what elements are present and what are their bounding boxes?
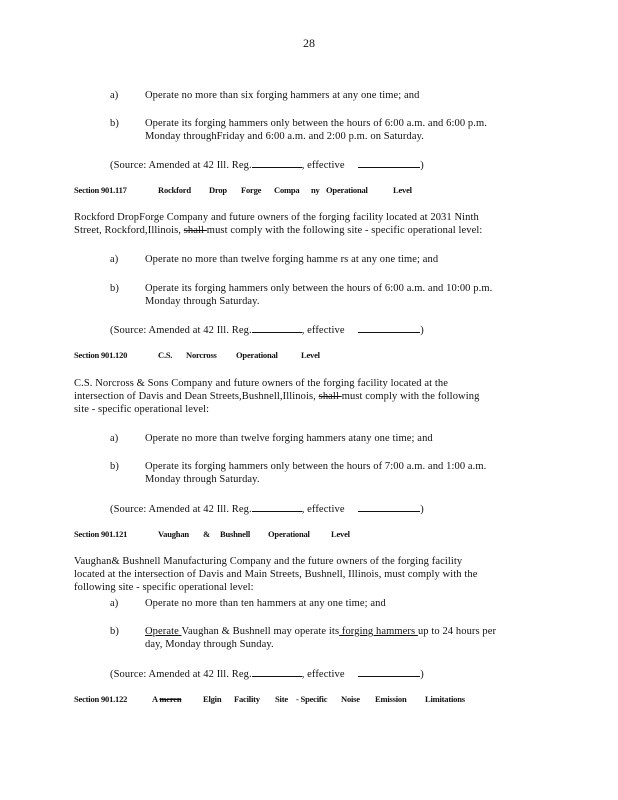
- page-number: 28: [303, 36, 315, 50]
- source-note: [110, 322, 424, 337]
- source-note: [110, 666, 424, 681]
- section-number: Section 901.122: [74, 694, 128, 704]
- paragraph-line: [74, 390, 479, 403]
- reg-blank: [252, 501, 302, 512]
- date-blank: [358, 666, 420, 677]
- item-text: Operate no more than twelve forging hamme rs at any one time; and: [145, 254, 439, 265]
- source-close: ): [420, 325, 424, 336]
- item-label: a): [110, 254, 119, 265]
- section-number: Section 901.121: [74, 529, 128, 539]
- struck-text: shall: [183, 225, 207, 236]
- paragraph-line: C.S. Norcross & Sons Company and future owners of the forging facility located at the: [74, 378, 448, 389]
- paragraph-line: Vaughan& Bushnell Manufacturing Company and the future owners of the forging facility: [74, 556, 463, 567]
- section-title-word: - Specific: [296, 694, 328, 704]
- source-effective: , effective: [301, 669, 345, 680]
- section-title-word: Facility: [234, 694, 260, 704]
- source-prefix: (Source: Amended at 42 Ill. Reg.: [110, 504, 252, 515]
- item-label: a): [110, 433, 119, 444]
- item-label: a): [110, 598, 119, 609]
- item-label: a): [110, 90, 119, 101]
- reg-blank: [252, 666, 302, 677]
- section-title-word: Operational: [268, 529, 310, 539]
- source-close: ): [420, 504, 424, 515]
- section-title-word: Drop: [209, 185, 227, 195]
- section-title-word: Level: [393, 185, 412, 195]
- reg-blank: [252, 157, 302, 168]
- paragraph-line: site - specific operational level:: [74, 404, 210, 415]
- text-run: A: [152, 694, 158, 704]
- section-title-word: Compa: [274, 185, 300, 195]
- section-number: Section 901.117: [74, 185, 127, 195]
- date-blank: [358, 157, 420, 168]
- text-run: Street, Rockford,Illinois,: [74, 225, 184, 236]
- section-title-word: Operational: [326, 185, 368, 195]
- struck-text: meren: [159, 694, 182, 704]
- item-text-cont: Monday through Saturday.: [145, 474, 260, 485]
- section-title-word: Norcross: [186, 350, 217, 360]
- item-label: b): [110, 626, 119, 637]
- source-prefix: (Source: Amended at 42 Ill. Reg.: [110, 669, 252, 680]
- section-title-word: ny: [311, 185, 320, 195]
- section-title-word: Noise: [341, 694, 360, 704]
- paragraph-line: located at the intersection of Davis and Main Streets, Bushnell, Illinois, must comply with the: [74, 569, 478, 580]
- item-text: Operate its forging hammers only between the hours of 6:00 a.m. and 6:00 p.m.: [145, 118, 487, 129]
- item-text: Operate its forging hammers only between the hours of 7:00 a.m. and 1:00 a.m.: [145, 461, 487, 472]
- paragraph-line: following site - specific operational level:: [74, 582, 254, 593]
- source-note: [110, 157, 424, 172]
- item-text: [145, 625, 496, 638]
- date-blank: [358, 501, 420, 512]
- text-run: must comply with the following site - specific operational level:: [206, 225, 483, 236]
- item-text: Operate its forging hammers only between the hours of 6:00 a.m. and 10:00 p.m.: [145, 283, 493, 294]
- item-text-cont: day, Monday through Sunday.: [145, 639, 274, 650]
- item-text-cont: Monday throughFriday and 6:00 a.m. and 2:00 p.m. on Saturday.: [145, 131, 424, 142]
- section-number: Section 901.120: [74, 350, 128, 360]
- section-title-word: Emission: [375, 694, 407, 704]
- date-blank: [358, 322, 420, 333]
- section-title-word: Site: [275, 694, 288, 704]
- source-note: [110, 501, 424, 516]
- item-text: Operate no more than ten hammers at any one time; and: [145, 598, 386, 609]
- item-text-cont: Monday through Saturday.: [145, 296, 260, 307]
- section-title-word: &: [203, 529, 210, 539]
- source-effective: , effective: [301, 160, 345, 171]
- text-run: intersection of Davis and Dean Streets,Bushnell,Illinois,: [74, 391, 319, 402]
- underlined-text: Operate: [145, 626, 182, 637]
- item-label: b): [110, 283, 119, 294]
- source-effective: , effective: [301, 325, 345, 336]
- section-title-word: Limitations: [425, 694, 465, 704]
- source-prefix: (Source: Amended at 42 Ill. Reg.: [110, 325, 252, 336]
- section-title-word: Vaughan: [158, 529, 189, 539]
- item-text: Operate no more than six forging hammers at any one time; and: [145, 90, 420, 101]
- section-title-word: Rockford: [158, 185, 191, 195]
- source-close: ): [420, 160, 424, 171]
- underlined-text: forging hammers: [339, 626, 418, 637]
- source-effective: , effective: [301, 504, 345, 515]
- section-title-word: Bushnell: [220, 529, 251, 539]
- reg-blank: [252, 322, 302, 333]
- text-run: up to 24 hours per: [417, 626, 497, 637]
- section-title-word: Forge: [241, 185, 262, 195]
- item-label: b): [110, 118, 119, 129]
- section-title-word: [152, 694, 181, 704]
- source-prefix: (Source: Amended at 42 Ill. Reg.: [110, 160, 252, 171]
- section-title-word: Level: [301, 350, 320, 360]
- item-text: Operate no more than twelve forging hammers atany one time; and: [145, 433, 433, 444]
- section-title-word: Level: [331, 529, 350, 539]
- section-title-word: Elgin: [203, 694, 222, 704]
- paragraph-line: [74, 224, 482, 237]
- section-title-word: C.S.: [158, 350, 173, 360]
- paragraph-line: Rockford DropForge Company and future owners of the forging facility located at 2031 Ninth: [74, 212, 479, 223]
- source-close: ): [420, 669, 424, 680]
- text-run: Vaughan & Bushnell may operate its: [181, 626, 340, 637]
- text-run: must comply with the following: [341, 391, 480, 402]
- section-title-word: Operational: [236, 350, 278, 360]
- struck-text: shall: [318, 391, 342, 402]
- item-label: b): [110, 461, 119, 472]
